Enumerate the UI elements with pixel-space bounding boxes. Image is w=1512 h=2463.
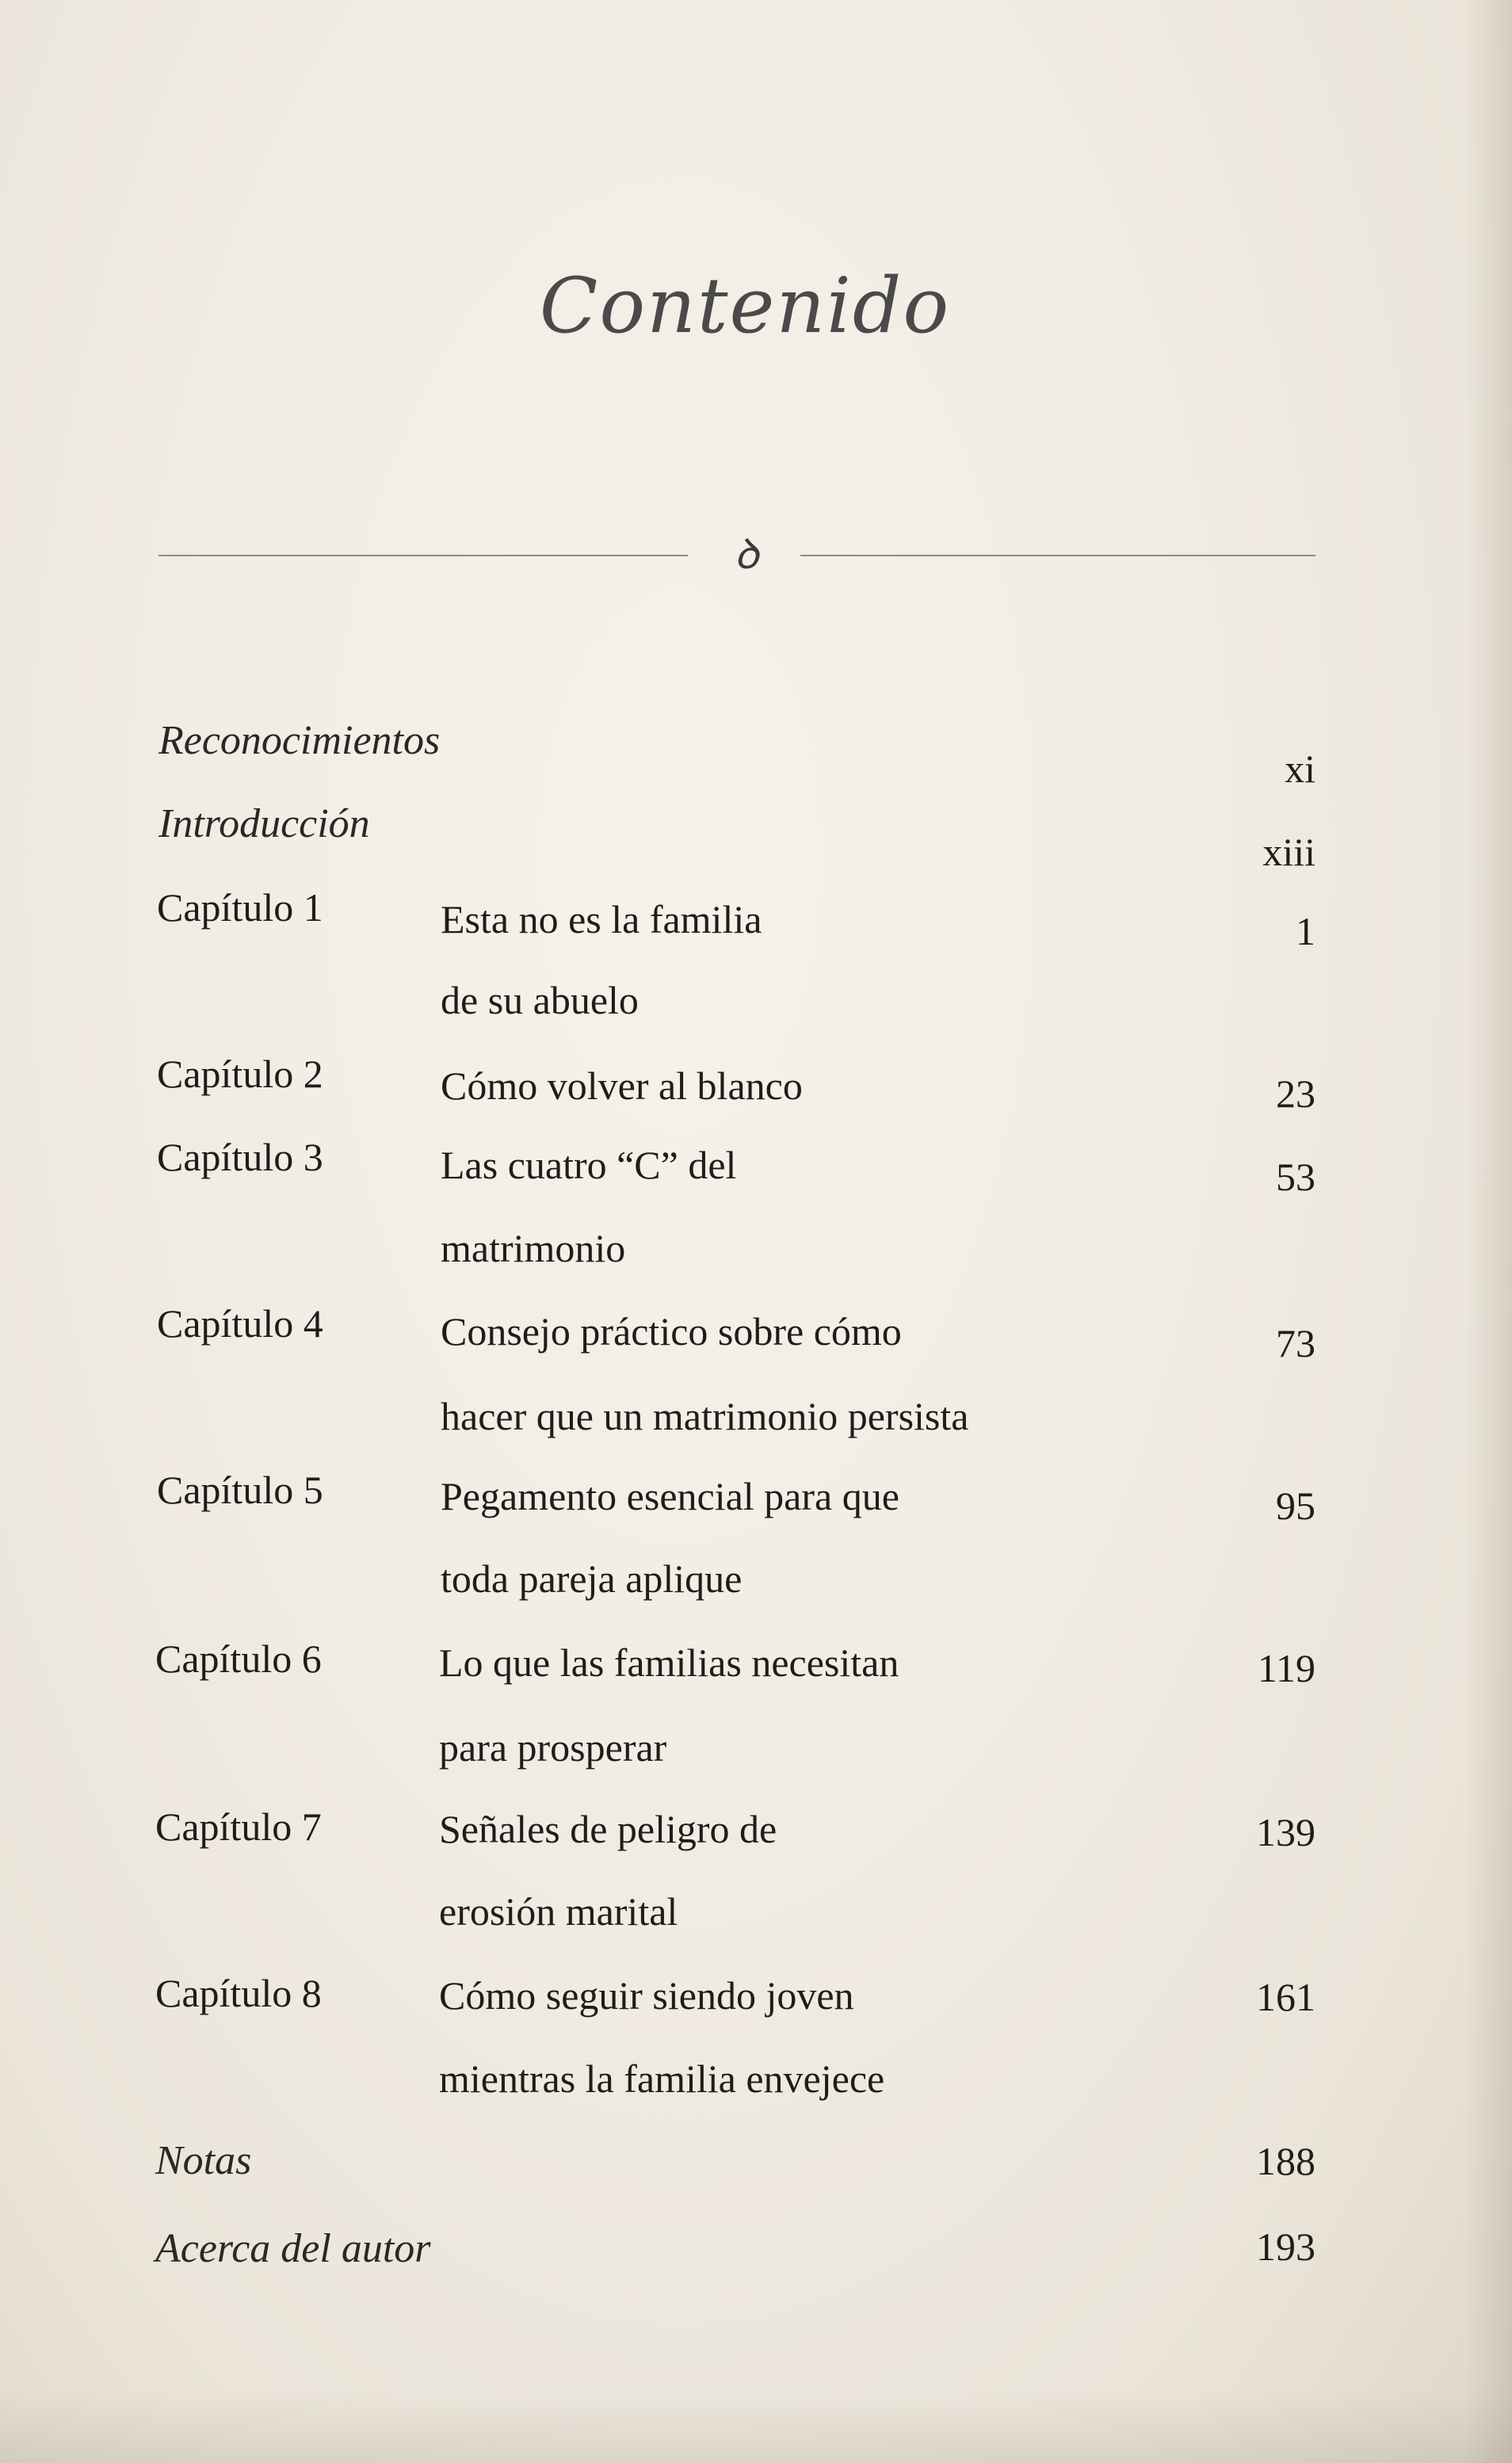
chapter-page-4: 73 <box>1276 1321 1315 1365</box>
chapter-page-7: 139 <box>1256 1810 1315 1854</box>
page-bottom-shadow <box>0 2392 1512 2463</box>
chapter-title-5[interactable]: Pegamento esencial para que <box>441 1474 899 1518</box>
toc-page-acerca-del-autor: 193 <box>1256 2224 1315 2269</box>
chapter-page-3: 53 <box>1276 1155 1315 1199</box>
chapter-title-3[interactable]: Las cuatro “C” del <box>441 1143 737 1187</box>
chapter-title-4-cont: hacer que un matrimonio persista <box>441 1394 969 1438</box>
chapter-label-7: Capítulo 7 <box>155 1804 322 1849</box>
chapter-title-8[interactable]: Cómo seguir siendo joven <box>439 1973 854 2018</box>
toc-entry-introduccion[interactable]: Introducción <box>158 801 370 846</box>
chapter-title-3-cont: matrimonio <box>441 1226 626 1270</box>
chapter-label-5: Capítulo 5 <box>157 1468 323 1512</box>
chapter-page-6: 119 <box>1257 1646 1315 1690</box>
ornament-icon: ꝺ <box>734 531 759 579</box>
page-title: Contenido <box>539 262 951 350</box>
chapter-title-6[interactable]: Lo que las familias necesitan <box>439 1640 899 1685</box>
chapter-title-8-cont: mientras la familia envejece <box>439 2056 885 2101</box>
chapter-title-2[interactable]: Cómo volver al blanco <box>441 1063 803 1108</box>
chapter-title-1[interactable]: Esta no es la familia <box>441 897 762 941</box>
chapter-label-1: Capítulo 1 <box>157 885 323 930</box>
chapter-title-1-cont: de su abuelo <box>441 978 639 1022</box>
chapter-title-5-cont: toda pareja aplique <box>441 1556 743 1601</box>
chapter-label-3: Capítulo 3 <box>157 1135 323 1179</box>
toc-entry-acerca-del-autor[interactable]: Acerca del autor <box>155 2226 431 2271</box>
toc-entry-reconocimientos[interactable]: Reconocimientos <box>158 718 441 763</box>
page-edge-shadow <box>1464 0 1512 2463</box>
chapter-title-4[interactable]: Consejo práctico sobre cómo <box>441 1309 902 1354</box>
toc-page-notas: 188 <box>1256 2139 1315 2183</box>
toc-page-reconocimientos: xi <box>1285 747 1315 791</box>
chapter-page-2: 23 <box>1276 1071 1315 1116</box>
divider-right <box>800 555 1315 556</box>
toc-page-introduccion: xiii <box>1262 830 1315 874</box>
chapter-label-2: Capítulo 2 <box>157 1052 323 1096</box>
chapter-label-4: Capítulo 4 <box>157 1301 323 1346</box>
chapter-label-8: Capítulo 8 <box>155 1971 322 2015</box>
chapter-page-5: 95 <box>1276 1484 1315 1528</box>
divider-left <box>158 555 688 556</box>
chapter-label-6: Capítulo 6 <box>155 1636 322 1681</box>
chapter-title-7[interactable]: Señales de peligro de <box>439 1807 777 1851</box>
chapter-title-7-cont: erosión marital <box>439 1889 678 1934</box>
toc-entry-notas[interactable]: Notas <box>155 2138 252 2183</box>
chapter-page-1: 1 <box>1296 909 1315 953</box>
chapter-page-8: 161 <box>1256 1975 1315 2019</box>
chapter-title-6-cont: para prosperar <box>439 1725 667 1770</box>
